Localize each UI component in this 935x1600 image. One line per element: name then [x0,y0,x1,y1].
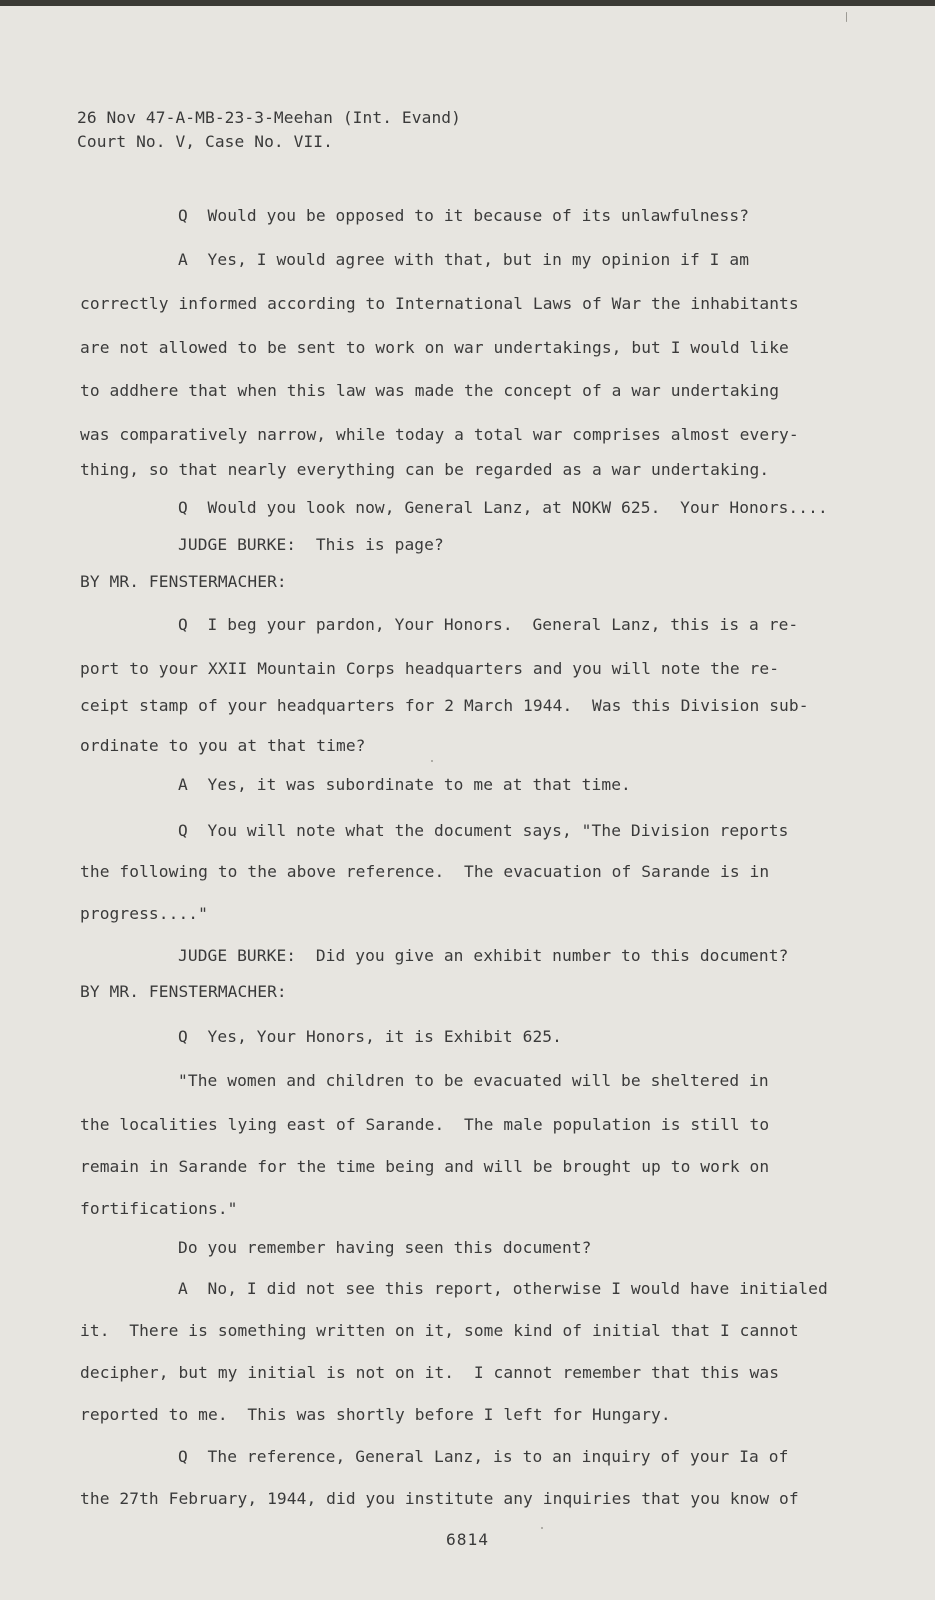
text-line-15: A Yes, it was subordinate to me at that time. [178,775,631,794]
text-line-21: Q Yes, Your Honors, it is Exhibit 625. [178,1027,562,1046]
speaker-judge-2: JUDGE BURKE: Did you give an exhibit number to this document? [178,946,789,965]
speaker-judge-1: JUDGE BURKE: This is page? [178,535,444,554]
text-line-06: was comparatively narrow, while today a total war comprises almost every- [80,425,799,444]
paper-mark [846,12,847,22]
page-number: 6814 [446,1530,489,1549]
text-line-17: the following to the above reference. The evacuation of Sarande is in [80,862,770,881]
paper-speck [431,760,433,762]
scan-top-edge [0,0,935,6]
text-line-16: Q You will note what the document says, "The Division reports [178,821,789,840]
text-line-27: A No, I did not see this report, otherwise I would have initialed [178,1279,828,1298]
text-line-04: are not allowed to be sent to work on war undertakings, but I would like [80,338,789,357]
header-line-1: 26 Nov 47-A-MB-23-3-Meehan (Int. Evand) [77,108,461,127]
text-line-07: thing, so that nearly everything can be regarded as a war undertaking. [80,460,770,479]
text-line-25: fortifications." [80,1199,238,1218]
text-line-05: to addhere that when this law was made the concept of a war undertaking [80,381,780,400]
text-line-02: A Yes, I would agree with that, but in my opinion if I am [178,250,750,269]
text-line-28: it. There is something written on it, some kind of initial that I cannot [80,1321,799,1340]
text-line-18: progress...." [80,904,208,923]
text-line-29: decipher, but my initial is not on it. I cannot remember that this was [80,1363,780,1382]
text-line-11: Q I beg your pardon, Your Honors. General Lanz, this is a re- [178,615,799,634]
text-line-31: Q The reference, General Lanz, is to an inquiry of your Ia of [178,1447,789,1466]
text-line-03: correctly informed according to International Laws of War the inhabitants [80,294,799,313]
text-line-13: ceipt stamp of your headquarters for 2 March 1944. Was this Division sub- [80,696,809,715]
header-line-2: Court No. V, Case No. VII. [77,132,333,151]
text-line-30: reported to me. This was shortly before I left for Hungary. [80,1405,671,1424]
text-line-08: Q Would you look now, General Lanz, at NOKW 625. Your Honors.... [178,498,828,517]
text-line-26: Do you remember having seen this document? [178,1238,592,1257]
text-line-22: "The women and children to be evacuated will be sheltered in [178,1071,769,1090]
text-line-14: ordinate to you at that time? [80,736,366,755]
paper-speck [541,1527,543,1529]
text-line-23: the localities lying east of Sarande. The male population is still to [80,1115,770,1134]
text-line-01: Q Would you be opposed to it because of its unlawfulness? [178,206,750,225]
speaker-label-1: BY MR. FENSTERMACHER: [80,572,287,591]
speaker-label-2: BY MR. FENSTERMACHER: [80,982,287,1001]
text-line-12: port to your XXII Mountain Corps headquarters and you will note the re- [80,659,780,678]
text-line-32: the 27th February, 1944, did you institute any inquiries that you know of [80,1489,799,1508]
text-line-24: remain in Sarande for the time being and will be brought up to work on [80,1157,770,1176]
